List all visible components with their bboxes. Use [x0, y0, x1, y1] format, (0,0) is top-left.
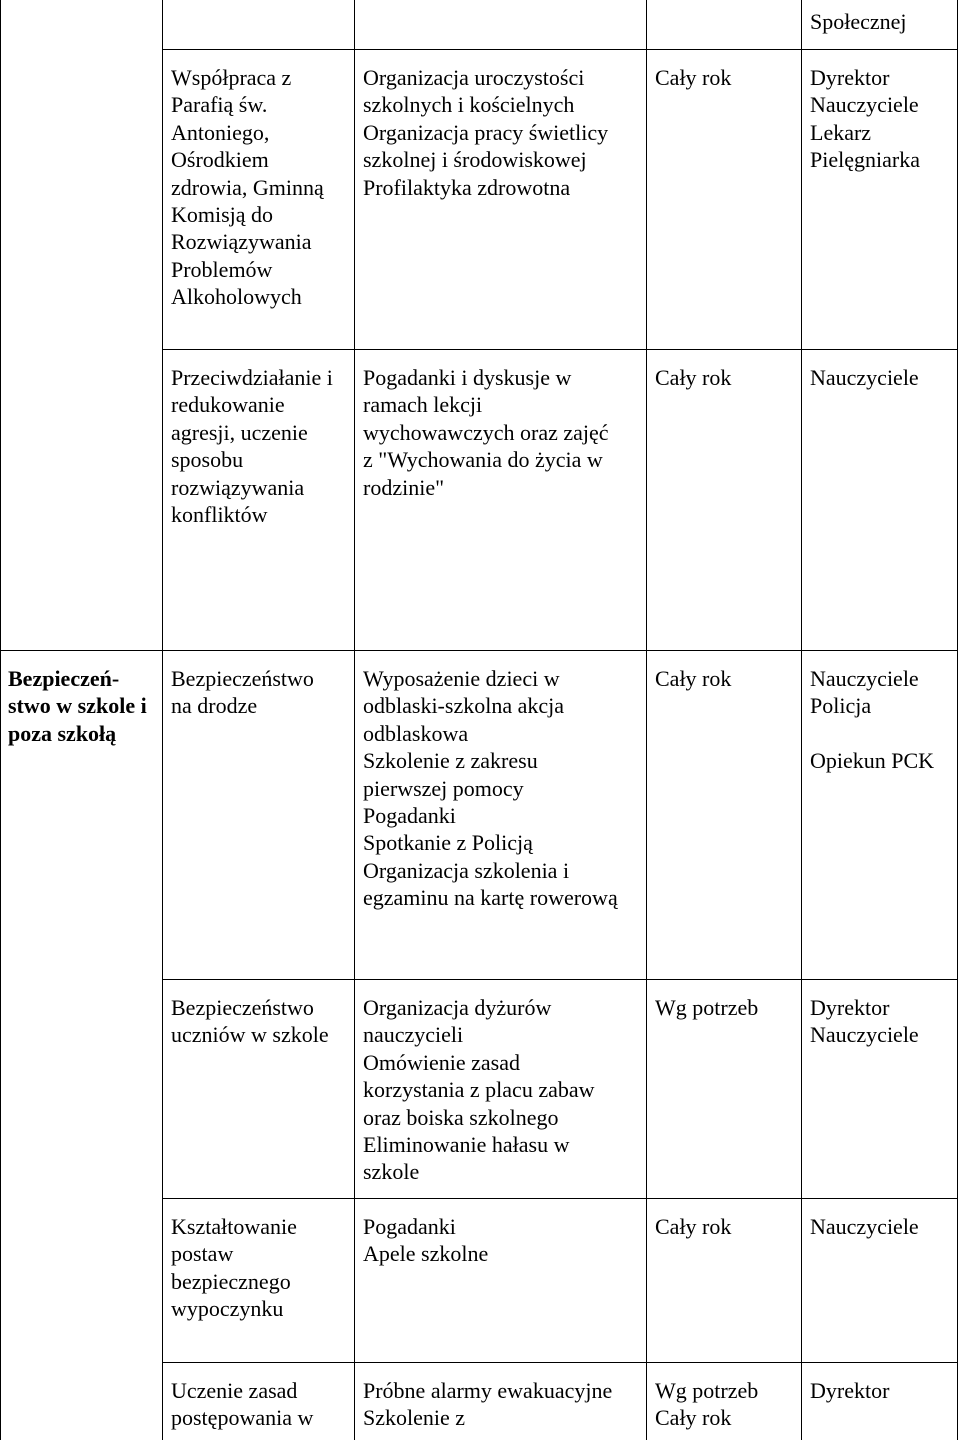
task-line: bezpiecznego [171, 1268, 291, 1294]
responsible-cell [802, 651, 958, 980]
form-line: odblaski-szkolna akcja [363, 693, 564, 719]
form-line: rodzinie" [363, 474, 445, 500]
task-line: Współpraca z [171, 65, 292, 90]
responsible-line: Lekarz [810, 119, 872, 145]
task-line: postępowania w [171, 1405, 314, 1431]
task-line: wypoczynku [171, 1296, 284, 1322]
area-line: Bezpieczeń- [8, 666, 120, 691]
task-line: Antoniego, [171, 119, 270, 145]
responsible-line: Policja [810, 693, 872, 719]
forms-cell [355, 980, 647, 1199]
task-line: Parafią św. [171, 92, 268, 118]
form-line: Pogadanki [363, 1214, 456, 1239]
task-line: Przeciwdziałanie i [171, 365, 333, 390]
area-cell [0, 651, 163, 1440]
form-line: szkole [363, 1159, 420, 1185]
responsible-line: Dyrektor [810, 995, 890, 1020]
responsible-cell [802, 980, 958, 1199]
time-line: Cały rok [655, 65, 732, 90]
task-cell [163, 350, 355, 651]
time-line: Cały rok [655, 365, 732, 390]
responsible-line: Nauczyciele [810, 1022, 919, 1048]
form-line: Organizacja pracy świetlicy [363, 119, 609, 145]
form-line: szkolnych i kościelnych [363, 92, 575, 118]
responsible-line: Społecznej [810, 9, 907, 34]
task-line: sposobu [171, 447, 244, 473]
responsible-line: Nauczyciele [810, 1214, 919, 1239]
form-line: z "Wychowania do życia w [363, 447, 603, 473]
task-line: postaw [171, 1241, 234, 1267]
form-line: pierwszej pomocy [363, 775, 524, 801]
task-line: Bezpieczeństwo [171, 995, 314, 1020]
task-line: Uczenie zasad [171, 1378, 298, 1403]
forms-cell [355, 1199, 647, 1363]
form-line: Apele szkolne [363, 1241, 489, 1267]
time-cell [647, 980, 802, 1199]
task-line: redukowanie [171, 392, 285, 418]
responsible-line: Dyrektor [810, 65, 890, 90]
task-line: Kształtowanie [171, 1214, 297, 1239]
area-line: stwo w szkole i [8, 693, 147, 719]
form-line: Pogadanki i dyskusje w [363, 365, 572, 390]
form-line: Organizacja uroczystości [363, 65, 585, 90]
forms-cell [355, 651, 647, 980]
time-cell [647, 0, 802, 50]
form-line: Wyposażenie dzieci w [363, 666, 560, 691]
time-line: Wg potrzeb [655, 995, 759, 1020]
form-line: korzystania z placu zabaw [363, 1077, 595, 1103]
task-cell [163, 980, 355, 1199]
responsible-cell [802, 350, 958, 651]
form-line: Eliminowanie hałasu w [363, 1131, 570, 1157]
forms-cell [355, 0, 647, 50]
form-line: Pogadanki [363, 802, 456, 828]
form-line: Omówienie zasad [363, 1049, 520, 1075]
form-line: ramach lekcji [363, 392, 483, 418]
time-cell [647, 651, 802, 980]
task-line: konfliktów [171, 501, 268, 527]
responsible-line: Pielęgniarka [810, 147, 920, 173]
task-cell [163, 50, 355, 350]
time-cell [647, 1199, 802, 1363]
form-line: Organizacja szkolenia i [363, 857, 570, 883]
task-line: uczniów w szkole [171, 1022, 329, 1048]
task-line: rozwiązywania [171, 474, 305, 500]
task-line: Rozwiązywania [171, 229, 312, 255]
time-cell [647, 350, 802, 651]
form-line: Spotkanie z Policją [363, 830, 533, 856]
form-line: Profilaktyka zdrowotna [363, 174, 571, 200]
responsible-line: Nauczyciele [810, 666, 919, 691]
task-line: Ośrodkiem [171, 147, 269, 173]
task-line: Alkoholowych [171, 284, 302, 310]
task-cell [163, 1363, 355, 1440]
form-line: Szkolenie z zakresu [363, 748, 538, 774]
area-line: poza szkołą [8, 720, 117, 746]
responsible-cell [802, 0, 958, 50]
task-line: Bezpieczeństwo [171, 666, 314, 691]
form-line: Organizacja dyżurów [363, 995, 552, 1020]
form-line: egzaminu na kartę rowerową [363, 885, 618, 911]
form-line: wychowawczych oraz zajęć [363, 419, 609, 445]
task-line: Komisją do [171, 201, 274, 227]
task-cell [163, 0, 355, 50]
form-line: oraz boiska szkolnego [363, 1104, 559, 1130]
form-line: Szkolenie z [363, 1405, 466, 1431]
task-line: zdrowia, Gminną [171, 174, 324, 200]
responsible-cell [802, 50, 958, 350]
time-line: Wg potrzeb [655, 1378, 759, 1403]
forms-cell [355, 1363, 647, 1440]
responsible-line: Opiekun PCK [810, 748, 935, 774]
time-cell [647, 50, 802, 350]
task-line: agresji, uczenie [171, 419, 308, 445]
task-line: na drodze [171, 693, 258, 719]
responsible-cell [802, 1199, 958, 1363]
task-line: Problemów [171, 256, 273, 282]
form-line: odblaskowa [363, 720, 469, 746]
time-line: Cały rok [655, 666, 732, 691]
time-line: Cały rok [655, 1405, 732, 1431]
time-cell [647, 1363, 802, 1440]
form-line: Próbne alarmy ewakuacyjne [363, 1378, 613, 1403]
responsible-line: Nauczyciele [810, 92, 919, 118]
area-cell [0, 0, 163, 651]
forms-cell [355, 350, 647, 651]
time-line: Cały rok [655, 1214, 732, 1239]
responsible-cell [802, 1363, 958, 1440]
responsible-line: Nauczyciele [810, 365, 919, 390]
form-line: nauczycieli [363, 1022, 464, 1048]
task-cell [163, 1199, 355, 1363]
responsible-line: Dyrektor [810, 1378, 890, 1403]
forms-cell [355, 50, 647, 350]
form-line: szkolnej i środowiskowej [363, 147, 587, 173]
task-cell [163, 651, 355, 980]
